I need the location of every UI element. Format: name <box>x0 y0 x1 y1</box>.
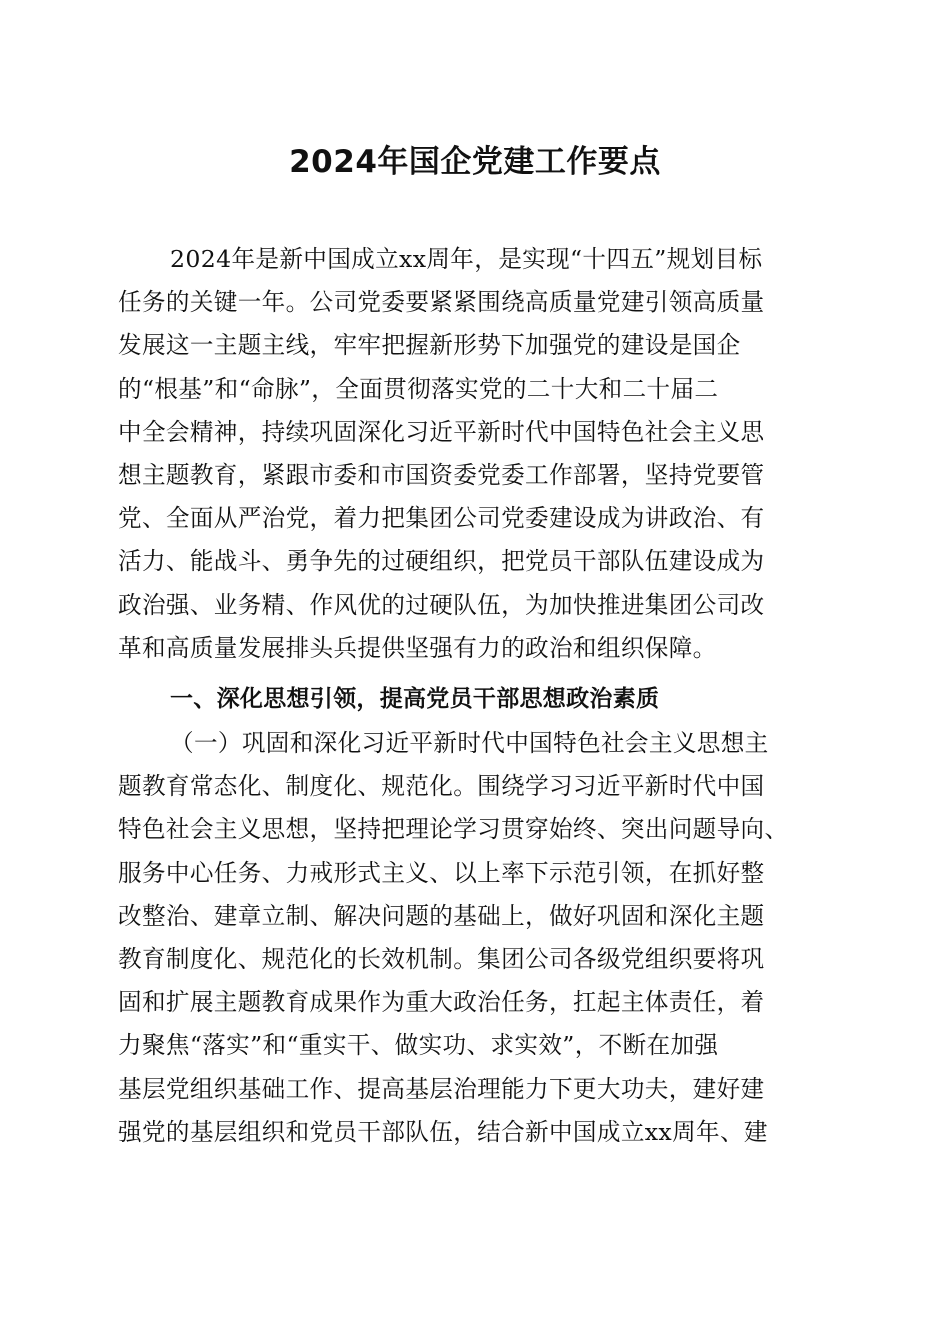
paragraph-line: 强党的基层组织和党员干部队伍，结合新中国成立xx周年、建 <box>118 1117 768 1146</box>
paragraph-line: 中全会精神，持续巩固深化习近平新时代中国特色社会主义思 <box>118 417 765 446</box>
section-heading-text: 一、深化思想引领，提高党员干部思想政治素质 <box>170 686 660 712</box>
paragraph-line: 固和扩展主题教育成果作为重大政治任务，扛起主体责任，着 <box>118 988 765 1017</box>
paragraph-line: 题教育常态化、制度化、规范化。围绕学习习近平新时代中国 <box>118 772 765 801</box>
paragraph-line: 党、全面从严治党，着力把集团公司党委建设成为讲政治、有 <box>118 504 765 533</box>
intro-paragraph <box>118 238 836 670</box>
paragraph-line: 发展这一主题主线，牢牢把握新形势下加强党的建设是国企 <box>118 331 741 360</box>
paragraph-line: 力聚焦“落实”和“重实干、做实功、求实效”，不断在加强 <box>118 1031 719 1060</box>
paragraph-line: 的“根基”和“命脉”，全面贯彻落实党的二十大和二十届二 <box>118 374 719 403</box>
document-title: 2024年国企党建工作要点 <box>289 144 661 180</box>
section-heading <box>118 678 836 721</box>
paragraph-line: 想主题教育，紧跟市委和市国资委党委工作部署，坚持党要管 <box>118 460 765 489</box>
paragraph-line: 特色社会主义思想，坚持把理论学习贯穿始终、突出问题导向、 <box>118 815 789 844</box>
paragraph-line: 服务中心任务、力戒形式主义、以上率下示范引领，在抓好整 <box>118 858 765 887</box>
paragraph-line: 任务的关键一年。公司党委要紧紧围绕高质量党建引领高质量 <box>118 288 765 317</box>
paragraph-line: 改整治、建章立制、解决问题的基础上，做好巩固和深化主题 <box>118 901 765 930</box>
subsection-paragraph <box>118 722 836 1154</box>
paragraph-line: 基层党组织基础工作、提高基层治理能力下更大功夫，建好建 <box>118 1074 765 1103</box>
paragraph-line: 2024年是新中国成立xx周年，是实现“十四五”规划目标 <box>170 245 763 273</box>
paragraph-line: 革和高质量发展排头兵提供坚强有力的政治和组织保障。 <box>118 633 717 662</box>
paragraph-line: 教育制度化、规范化的长效机制。集团公司各级党组织要将巩 <box>118 944 765 973</box>
paragraph-line: （一）巩固和深化习近平新时代中国特色社会主义思想主 <box>170 729 769 757</box>
paragraph-line: 活力、能战斗、勇争先的过硬组织，把党员干部队伍建设成为 <box>118 547 765 576</box>
paragraph-line: 政治强、业务精、作风优的过硬队伍，为加快推进集团公司改 <box>118 590 765 619</box>
